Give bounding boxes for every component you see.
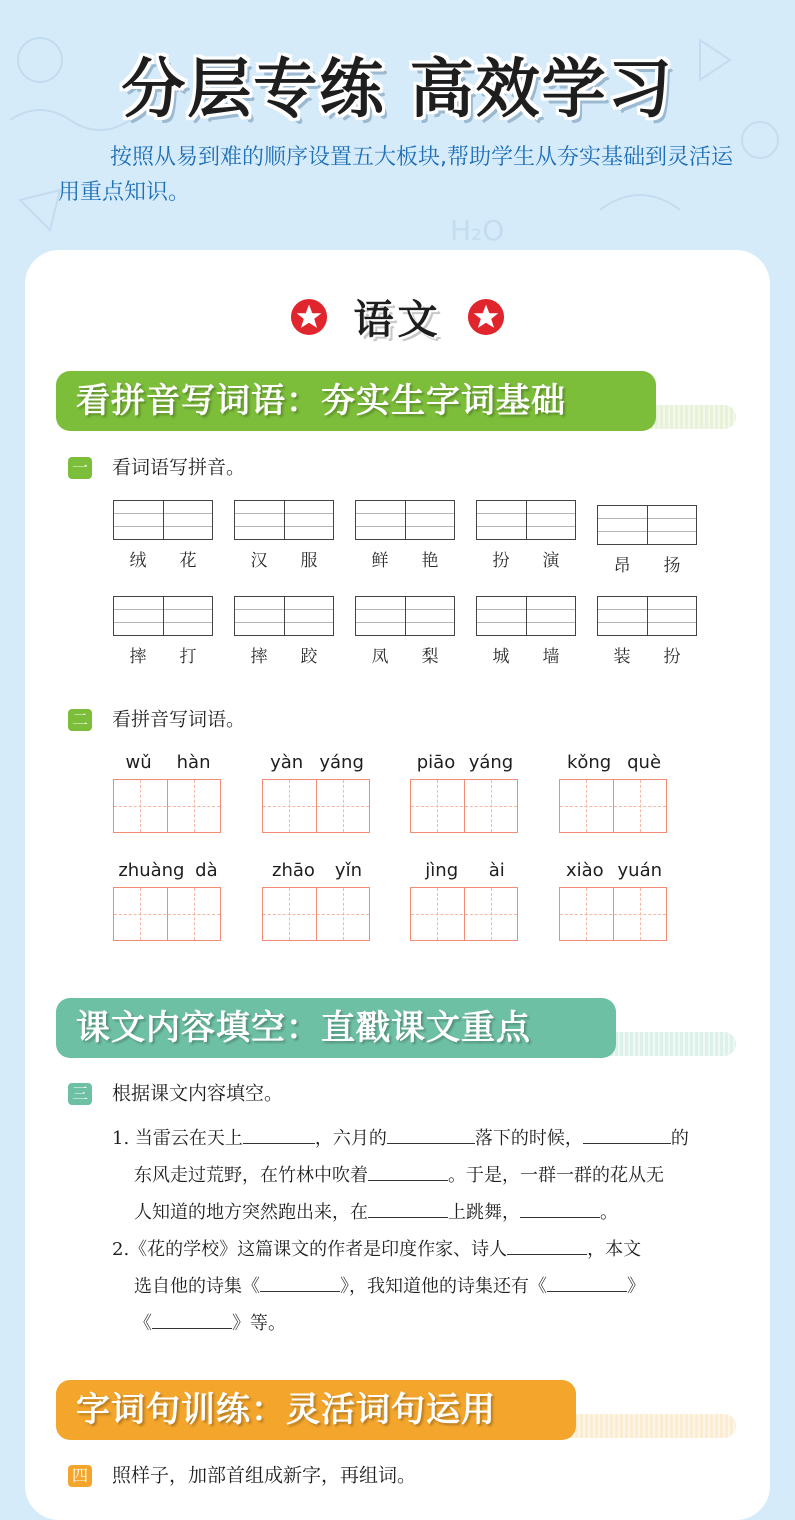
passage-text: 的 — [670, 1128, 689, 1149]
question-number: 一 — [68, 457, 92, 479]
word-character: 扮 — [663, 647, 681, 667]
answer-blank[interactable] — [368, 1195, 448, 1218]
pinyin-syllable: yáng — [468, 752, 514, 773]
passage-text: 。于是，一群一群的花从无 — [448, 1165, 664, 1186]
answer-blank[interactable] — [547, 1269, 627, 1292]
passage-text: 》，我知道他的诗集还有《 — [340, 1276, 547, 1297]
passage-text: 》等。 — [232, 1313, 286, 1334]
pinyin-box[interactable] — [113, 596, 213, 636]
passage-text: ，本文 — [587, 1239, 642, 1260]
pinyin-syllable: dà — [195, 860, 218, 881]
fill-blank-passage — [112, 1120, 740, 1342]
question-instruction: 看拼音写词语。 — [112, 708, 246, 731]
tian-grid[interactable] — [262, 779, 370, 833]
pinyin-label — [262, 860, 372, 881]
pinyin-syllable: wǔ — [125, 752, 152, 773]
tian-grid[interactable] — [113, 779, 221, 833]
pinyin-label — [410, 860, 520, 881]
word-label — [355, 546, 455, 571]
word-character: 汉 — [250, 551, 268, 571]
passage-text: 。 — [600, 1202, 618, 1223]
word-label — [476, 642, 576, 667]
passage-text: 1. 当雷云在天上 — [112, 1128, 243, 1149]
answer-blank[interactable] — [507, 1232, 587, 1255]
subject-name: 语文 — [353, 297, 442, 343]
pinyin-label — [113, 860, 223, 881]
word-label — [234, 546, 334, 571]
word-label — [476, 546, 576, 571]
tian-grid[interactable] — [262, 887, 370, 941]
pinyin-label — [559, 860, 669, 881]
word-character: 花 — [179, 551, 197, 571]
pinyin-label — [559, 752, 669, 773]
word-character: 城 — [492, 647, 510, 667]
pinyin-syllable: zhuàng — [118, 860, 185, 881]
question-1 — [68, 454, 245, 480]
passage-text: 人知道的地方突然跑出来，在 — [134, 1202, 368, 1223]
pinyin-box[interactable] — [597, 505, 697, 545]
word-character: 绒 — [129, 551, 147, 571]
question-instruction: 根据课文内容填空。 — [112, 1082, 284, 1105]
star-icon — [290, 298, 328, 336]
word-character: 凤 — [371, 647, 389, 667]
pinyin-box[interactable] — [476, 500, 576, 540]
star-icon — [467, 298, 505, 336]
pinyin-box[interactable] — [113, 500, 213, 540]
pinyin-box[interactable] — [234, 500, 334, 540]
section-banner-fill-blank: 课文内容填空：直戳课文重点 — [56, 998, 616, 1058]
answer-blank[interactable] — [387, 1121, 475, 1144]
pinyin-syllable: piāo — [416, 752, 456, 773]
tian-grid[interactable] — [410, 779, 518, 833]
pinyin-syllable: hàn — [176, 752, 211, 773]
pinyin-syllable: què — [627, 752, 662, 773]
pinyin-box[interactable] — [234, 596, 334, 636]
word-character: 服 — [300, 551, 318, 571]
word-character: 梨 — [421, 647, 439, 667]
word-character: 跤 — [300, 647, 318, 667]
pinyin-syllable: xiào — [565, 860, 604, 881]
word-label — [113, 642, 213, 667]
banner-tail — [560, 1414, 736, 1438]
subject-heading — [0, 288, 795, 345]
word-label — [355, 642, 455, 667]
question-2 — [68, 706, 245, 732]
word-character: 扬 — [663, 556, 681, 576]
word-character: 摔 — [250, 647, 268, 667]
pinyin-label — [262, 752, 372, 773]
pinyin-box[interactable] — [355, 500, 455, 540]
passage-text: 《 — [134, 1313, 152, 1334]
question-number: 四 — [68, 1465, 92, 1487]
word-character: 摔 — [129, 647, 147, 667]
word-character: 装 — [613, 647, 631, 667]
banner-tail — [600, 1032, 736, 1056]
question-4 — [68, 1462, 416, 1488]
passage-text: 东风走过荒野，在竹林中吹着 — [134, 1165, 368, 1186]
word-character: 昂 — [613, 556, 631, 576]
word-character: 演 — [542, 551, 560, 571]
word-character: 鲜 — [371, 551, 389, 571]
tian-grid[interactable] — [113, 887, 221, 941]
pinyin-syllable: yàn — [270, 752, 304, 773]
pinyin-syllable: yǐn — [334, 860, 362, 881]
intro-text: 按照从易到难的顺序设置五大板块,帮助学生从夯实基础到灵活运用重点知识。 — [58, 145, 733, 205]
pinyin-syllable: kǒng — [566, 752, 612, 773]
passage-text: 2.《花的学校》这篇课文的作者是印度作家、诗人 — [112, 1239, 508, 1260]
pinyin-label — [113, 752, 223, 773]
passage-text: 落下的时候， — [474, 1128, 583, 1149]
section-banner-word-training: 字词句训练：灵活词句运用 — [56, 1380, 576, 1440]
answer-blank[interactable] — [152, 1306, 232, 1329]
passage-text: 选自他的诗集《 — [134, 1276, 260, 1297]
tian-grid[interactable] — [559, 887, 667, 941]
word-label — [113, 546, 213, 571]
pinyin-box[interactable] — [355, 596, 455, 636]
section-banner-pinyin: 看拼音写词语：夯实生字词基础 — [56, 371, 656, 431]
answer-blank[interactable] — [260, 1269, 340, 1292]
word-label — [234, 642, 334, 667]
pinyin-box[interactable] — [476, 596, 576, 636]
pinyin-label — [410, 752, 520, 773]
pinyin-syllable: ài — [488, 860, 505, 881]
svg-text:H₂O: H₂O — [450, 214, 505, 247]
tian-grid[interactable] — [410, 887, 518, 941]
word-label — [597, 551, 697, 576]
answer-blank[interactable] — [243, 1121, 315, 1144]
pinyin-syllable: yáng — [319, 752, 364, 773]
answer-blank[interactable] — [368, 1158, 448, 1181]
pinyin-syllable: jìng — [425, 860, 459, 881]
passage-text: ，六月的 — [314, 1128, 387, 1149]
answer-blank[interactable] — [520, 1195, 600, 1218]
pinyin-syllable: yuán — [617, 860, 663, 881]
pinyin-syllable: zhāo — [272, 860, 315, 881]
word-character: 艳 — [421, 551, 439, 571]
tian-grid[interactable] — [559, 779, 667, 833]
word-character: 墙 — [542, 647, 560, 667]
pinyin-box[interactable] — [597, 596, 697, 636]
question-3 — [68, 1080, 283, 1106]
passage-text: 上跳舞， — [448, 1202, 520, 1223]
question-instruction: 看词语写拼音。 — [112, 456, 246, 479]
passage-text: 》 — [627, 1276, 645, 1297]
page-title: 分层专练 高效学习 — [121, 53, 674, 127]
question-number: 二 — [68, 709, 92, 731]
answer-blank[interactable] — [583, 1121, 671, 1144]
word-character: 打 — [179, 647, 197, 667]
question-number: 三 — [68, 1083, 92, 1105]
word-label — [597, 642, 697, 667]
question-instruction: 照样子，加部首组成新字，再组词。 — [112, 1464, 417, 1487]
word-character: 扮 — [492, 551, 510, 571]
